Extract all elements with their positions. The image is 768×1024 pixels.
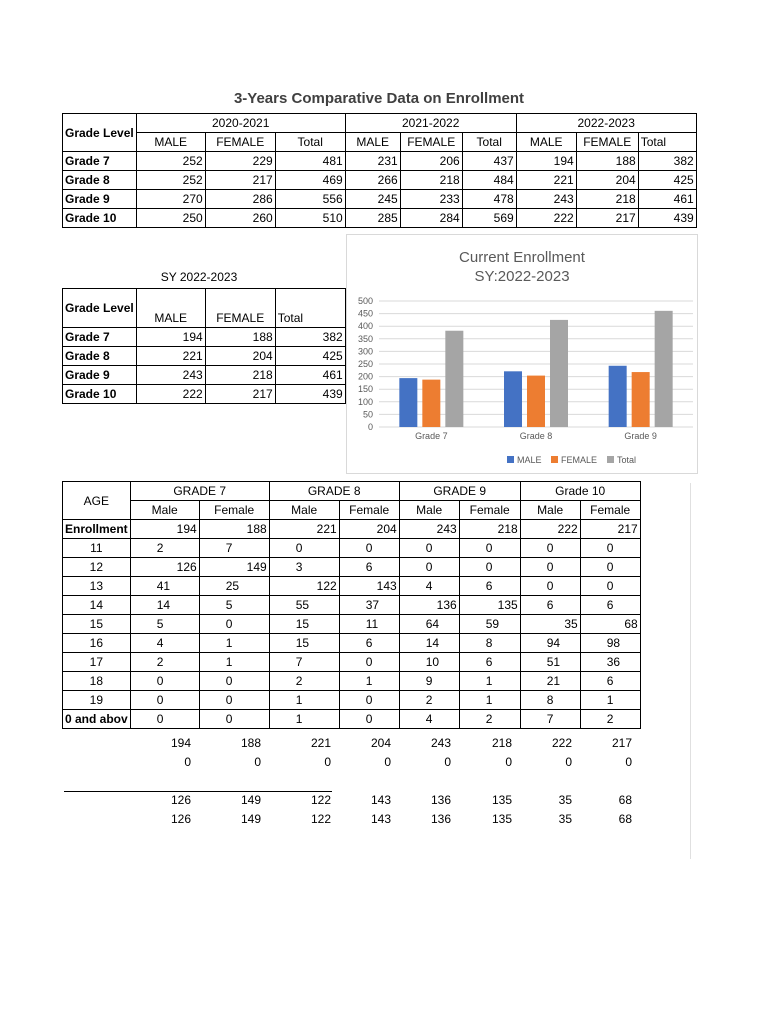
grade-header: Grade 10 [520, 482, 640, 501]
table-row [63, 577, 641, 596]
chart-svg [347, 235, 697, 473]
table-row [63, 710, 641, 729]
value-cell: 1 [459, 672, 520, 691]
chart-title: Current Enrollment [459, 249, 585, 266]
value-cell: 439 [638, 209, 696, 228]
y-tick-label: 300 [357, 346, 373, 357]
value-cell: 10 [399, 653, 459, 672]
value-cell: 8 [459, 634, 520, 653]
col-header: Male [269, 501, 339, 520]
y-tick-label: 350 [357, 333, 373, 344]
value-cell: 425 [275, 347, 345, 366]
value-cell [193, 772, 263, 791]
col-header: MALE [136, 289, 205, 328]
y-tick-label: 400 [357, 321, 373, 332]
value-cell: 35 [558, 793, 572, 807]
value-cell [514, 772, 574, 791]
value-cell: 222 [136, 385, 205, 404]
value-cell: 41 [130, 577, 199, 596]
legend-label: Total [617, 455, 637, 465]
value-cell: 233 [400, 190, 462, 209]
bar-female-2 [632, 372, 650, 427]
value-cell: 469 [275, 171, 345, 190]
value-cell: 217 [611, 736, 632, 750]
value-cell: 250 [136, 209, 205, 228]
value-cell: 0 [339, 539, 399, 558]
value-cell: 229 [205, 152, 275, 171]
y-tick-label: 50 [362, 409, 373, 420]
value-cell: 478 [462, 190, 516, 209]
legend-swatch [607, 456, 614, 463]
value-cell: 222 [516, 209, 576, 228]
value-cell: 122 [269, 577, 339, 596]
value-cell: 217 [205, 171, 275, 190]
value-cell: 481 [275, 152, 345, 171]
value-cell: 2 [459, 710, 520, 729]
y-tick-label: 0 [367, 422, 373, 432]
grade-cell: Grade 9 [63, 366, 137, 385]
value-cell: 218 [205, 366, 275, 385]
value-cell: 188 [576, 152, 638, 171]
value-cell: 0 [444, 755, 451, 769]
value-cell: 68 [618, 812, 632, 826]
col-header: MALE [516, 133, 576, 152]
summary-row [62, 791, 634, 810]
age-cell: 11 [63, 539, 131, 558]
y-tick-label: 450 [357, 308, 373, 319]
value-cell: 14 [130, 596, 199, 615]
value-cell: 6 [520, 596, 580, 615]
value-cell: 243 [516, 190, 576, 209]
value-cell: 5 [199, 596, 269, 615]
col-header: Female [580, 501, 640, 520]
value-cell: 149 [199, 558, 269, 577]
value-cell: 0 [459, 539, 520, 558]
col-header: MALE [345, 133, 400, 152]
age-cell: 13 [63, 577, 131, 596]
year-header: 2022-2023 [516, 114, 696, 133]
col-header: Female [199, 501, 269, 520]
value-cell: 0 [399, 539, 459, 558]
grade-cell: Grade 9 [63, 190, 137, 209]
value-cell: 36 [580, 653, 640, 672]
bar-total-0 [445, 331, 463, 427]
bar-male-1 [504, 371, 522, 427]
summary-row [62, 753, 634, 772]
col-header: Female [459, 501, 520, 520]
value-cell: 218 [576, 190, 638, 209]
value-cell: 4 [399, 710, 459, 729]
value-cell: 437 [462, 152, 516, 171]
grade-header: GRADE 8 [269, 482, 399, 501]
value-cell: 2 [399, 691, 459, 710]
grade-cell: Grade 8 [63, 347, 137, 366]
age-cell: 0 and abov [63, 710, 131, 729]
value-cell: 0 [199, 691, 269, 710]
value-cell: 270 [136, 190, 205, 209]
value-cell: 0 [339, 653, 399, 672]
col-header: Total [275, 289, 345, 328]
value-cell: 126 [170, 793, 191, 807]
year-header: 2021-2022 [345, 114, 516, 133]
blank-cell [62, 772, 124, 791]
value-cell: 2 [269, 672, 339, 691]
value-cell: 0 [130, 691, 199, 710]
grade-level-header: Grade Level [63, 114, 137, 152]
value-cell: 222 [551, 736, 572, 750]
value-cell: 0 [565, 755, 572, 769]
value-cell: 143 [370, 812, 391, 826]
value-cell: 0 [580, 539, 640, 558]
enrollment-chart [346, 234, 698, 474]
value-cell: 0 [184, 755, 191, 769]
col-header: Male [130, 501, 199, 520]
value-cell: 260 [205, 209, 275, 228]
col-header: Total [638, 133, 696, 152]
value-cell: 382 [638, 152, 696, 171]
value-cell: 1 [269, 691, 339, 710]
bar-male-0 [399, 378, 417, 427]
value-cell: 0 [339, 710, 399, 729]
value-cell: 221 [136, 347, 205, 366]
value-cell: 0 [580, 558, 640, 577]
value-cell: 3 [269, 558, 339, 577]
value-cell: 35 [558, 812, 572, 826]
value-cell: 221 [310, 736, 331, 750]
y-tick-label: 150 [357, 384, 373, 395]
age-cell: 19 [63, 691, 131, 710]
table-row [63, 385, 346, 404]
value-cell [393, 772, 453, 791]
table-row [63, 672, 641, 691]
value-cell: 218 [491, 736, 512, 750]
value-cell: 221 [516, 171, 576, 190]
y-tick-label: 500 [357, 296, 373, 306]
value-cell: 461 [275, 366, 345, 385]
value-cell [574, 772, 634, 791]
value-cell: 510 [275, 209, 345, 228]
chart-subtitle: SY:2022-2023 [474, 268, 570, 285]
value-cell [263, 772, 333, 791]
value-cell: 15 [269, 615, 339, 634]
value-cell: 0 [520, 577, 580, 596]
value-cell: 0 [199, 672, 269, 691]
value-cell: 5 [130, 615, 199, 634]
table-row [63, 328, 346, 347]
value-cell: 0 [254, 755, 261, 769]
table-row [63, 209, 697, 228]
value-cell: 0 [199, 615, 269, 634]
summary-row [62, 810, 634, 829]
grade-header: GRADE 7 [130, 482, 269, 501]
age-cell: 16 [63, 634, 131, 653]
table-row [63, 366, 346, 385]
value-cell: 64 [399, 615, 459, 634]
value-cell: 6 [459, 653, 520, 672]
value-cell: 0 [505, 755, 512, 769]
value-cell: 51 [520, 653, 580, 672]
table-row [63, 190, 697, 209]
value-cell: 126 [130, 558, 199, 577]
y-tick-label: 250 [357, 359, 373, 369]
value-cell: 143 [339, 577, 399, 596]
value-cell: 188 [199, 520, 269, 539]
value-cell: 218 [400, 171, 462, 190]
col-header: FEMALE [576, 133, 638, 152]
summary-row [62, 772, 634, 791]
value-cell: 1 [269, 710, 339, 729]
value-cell: 231 [345, 152, 400, 171]
value-cell: 6 [339, 634, 399, 653]
table-row [63, 539, 641, 558]
value-cell: 284 [400, 209, 462, 228]
grade-header: GRADE 9 [399, 482, 520, 501]
value-cell: 2 [130, 539, 199, 558]
enrollment-label: Enrollment [63, 520, 131, 539]
value-cell: 204 [370, 736, 391, 750]
bar-total-2 [655, 311, 673, 427]
value-cell: 1 [459, 691, 520, 710]
table-row [63, 171, 697, 190]
value-cell: 6 [580, 672, 640, 691]
value-cell: 0 [384, 755, 391, 769]
value-cell: 149 [240, 793, 261, 807]
col-header: Female [339, 501, 399, 520]
value-cell: 252 [136, 152, 205, 171]
table-row [63, 691, 641, 710]
grade-cell: Grade 7 [63, 152, 137, 171]
value-cell: 194 [130, 520, 199, 539]
value-cell: 21 [520, 672, 580, 691]
value-cell: 35 [520, 615, 580, 634]
bar-female-1 [527, 376, 545, 427]
value-cell: 135 [491, 812, 512, 826]
value-cell: 245 [345, 190, 400, 209]
value-cell: 25 [199, 577, 269, 596]
value-cell: 439 [275, 385, 345, 404]
table-row [63, 347, 346, 366]
bar-total-1 [550, 320, 568, 427]
x-tick-label: Grade 8 [519, 431, 553, 441]
value-cell [453, 772, 514, 791]
value-cell: 204 [205, 347, 275, 366]
col-header: FEMALE [205, 289, 275, 328]
value-cell: 135 [459, 596, 520, 615]
age-cell: 18 [63, 672, 131, 691]
age-cell: 12 [63, 558, 131, 577]
value-cell: 0 [339, 691, 399, 710]
comparative-table [62, 113, 697, 228]
value-cell: 4 [399, 577, 459, 596]
value-cell: 194 [170, 736, 191, 750]
value-cell: 122 [310, 793, 331, 807]
value-cell: 206 [400, 152, 462, 171]
value-cell: 0 [520, 539, 580, 558]
value-cell: 461 [638, 190, 696, 209]
value-cell: 188 [205, 328, 275, 347]
value-cell: 7 [199, 539, 269, 558]
value-cell: 7 [520, 710, 580, 729]
value-cell: 37 [339, 596, 399, 615]
side-border [690, 483, 691, 859]
value-cell: 6 [459, 577, 520, 596]
value-cell: 204 [576, 171, 638, 190]
value-cell [124, 772, 193, 791]
col-header: MALE [136, 133, 205, 152]
value-cell: 217 [576, 209, 638, 228]
x-tick-label: Grade 7 [415, 431, 448, 441]
table-row [63, 152, 697, 171]
enrollment-row [63, 520, 641, 539]
col-header: FEMALE [400, 133, 462, 152]
value-cell: 14 [399, 634, 459, 653]
value-cell: 222 [520, 520, 580, 539]
value-cell: 194 [136, 328, 205, 347]
value-cell: 1 [580, 691, 640, 710]
value-cell: 6 [339, 558, 399, 577]
value-cell: 217 [205, 385, 275, 404]
value-cell: 11 [339, 615, 399, 634]
value-cell: 68 [580, 615, 640, 634]
age-header: AGE [63, 482, 131, 520]
value-cell: 0 [130, 710, 199, 729]
value-cell: 7 [269, 653, 339, 672]
y-tick-label: 100 [357, 396, 373, 407]
value-cell: 8 [520, 691, 580, 710]
value-cell: 1 [199, 653, 269, 672]
sy-table-title: SY 2022-2023 [160, 270, 238, 284]
value-cell: 9 [399, 672, 459, 691]
legend-swatch [507, 456, 514, 463]
value-cell: 143 [370, 793, 391, 807]
value-cell [333, 772, 393, 791]
grade-cell: Grade 10 [63, 209, 137, 228]
value-cell: 0 [580, 577, 640, 596]
value-cell: 569 [462, 209, 516, 228]
x-tick-label: Grade 9 [624, 431, 657, 441]
value-cell: 0 [269, 539, 339, 558]
value-cell: 194 [516, 152, 576, 171]
table-row [63, 634, 641, 653]
grade-cell: Grade 10 [63, 385, 137, 404]
value-cell: 1 [199, 634, 269, 653]
table-row [63, 596, 641, 615]
blank-cell [62, 753, 124, 772]
value-cell: 98 [580, 634, 640, 653]
y-tick-label: 200 [357, 371, 373, 382]
value-cell: 484 [462, 171, 516, 190]
value-cell: 188 [240, 736, 261, 750]
table-row [63, 558, 641, 577]
value-cell: 425 [638, 171, 696, 190]
value-cell: 286 [205, 190, 275, 209]
value-cell: 218 [459, 520, 520, 539]
col-header: Male [520, 501, 580, 520]
grade-cell: Grade 7 [63, 328, 137, 347]
value-cell: 0 [520, 558, 580, 577]
value-cell: 0 [459, 558, 520, 577]
value-cell: 136 [399, 596, 459, 615]
value-cell: 94 [520, 634, 580, 653]
grade-level-header: Grade Level [63, 289, 137, 328]
table-row [63, 615, 641, 634]
value-cell: 252 [136, 171, 205, 190]
value-cell: 136 [430, 793, 451, 807]
value-cell: 68 [618, 793, 632, 807]
value-cell: 382 [275, 328, 345, 347]
value-cell: 6 [580, 596, 640, 615]
col-header: Total [275, 133, 345, 152]
age-table [62, 481, 641, 729]
legend-label: MALE [517, 455, 542, 465]
page-title: 3-Years Comparative Data on Enrollment [233, 90, 525, 107]
bar-male-2 [609, 366, 627, 427]
value-cell: 1 [339, 672, 399, 691]
value-cell: 135 [491, 793, 512, 807]
value-cell: 126 [170, 812, 191, 826]
value-cell: 0 [399, 558, 459, 577]
value-cell: 266 [345, 171, 400, 190]
value-cell: 0 [324, 755, 331, 769]
value-cell: 59 [459, 615, 520, 634]
grade-cell: Grade 8 [63, 171, 137, 190]
legend-label: FEMALE [561, 455, 598, 465]
value-cell: 243 [430, 736, 451, 750]
blank-cell [62, 791, 124, 810]
value-cell: 0 [199, 710, 269, 729]
blank-cell [62, 810, 124, 829]
legend-swatch [551, 456, 558, 463]
col-header: FEMALE [205, 133, 275, 152]
summary-row [62, 734, 634, 753]
value-cell: 149 [240, 812, 261, 826]
value-cell: 285 [345, 209, 400, 228]
sy-table [62, 288, 346, 404]
value-cell: 15 [269, 634, 339, 653]
value-cell: 136 [430, 812, 451, 826]
value-cell: 55 [269, 596, 339, 615]
age-cell: 15 [63, 615, 131, 634]
value-cell: 243 [399, 520, 459, 539]
table-row [63, 653, 641, 672]
age-cell: 17 [63, 653, 131, 672]
age-cell: 14 [63, 596, 131, 615]
value-cell: 243 [136, 366, 205, 385]
value-cell: 556 [275, 190, 345, 209]
value-cell: 122 [310, 812, 331, 826]
value-cell: 2 [580, 710, 640, 729]
col-header: Total [462, 133, 516, 152]
value-cell: 204 [339, 520, 399, 539]
value-cell: 0 [625, 755, 632, 769]
value-cell: 221 [269, 520, 339, 539]
blank-cell [62, 734, 124, 753]
summary-table [62, 734, 634, 829]
value-cell: 4 [130, 634, 199, 653]
bar-female-0 [422, 380, 440, 427]
divider-line [64, 791, 332, 792]
year-header: 2020-2021 [136, 114, 345, 133]
value-cell: 0 [130, 672, 199, 691]
value-cell: 217 [580, 520, 640, 539]
col-header: Male [399, 501, 459, 520]
value-cell: 2 [130, 653, 199, 672]
